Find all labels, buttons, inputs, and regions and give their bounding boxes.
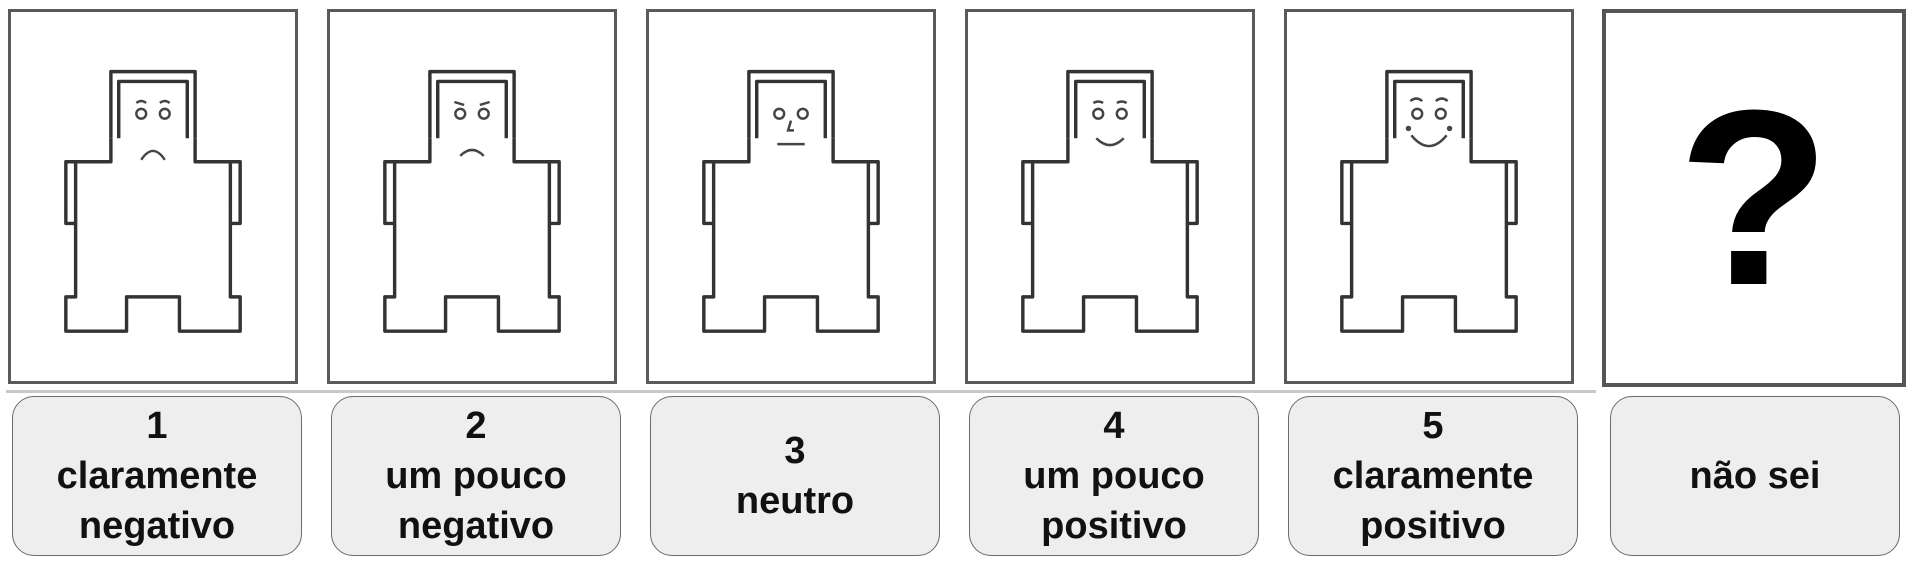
big-smile-face-icon: [1287, 12, 1571, 381]
rating-label-line1: claramente: [56, 455, 258, 497]
rating-button-2[interactable]: [331, 396, 621, 556]
rating-card-2: [327, 9, 617, 384]
rating-label-unknown: não sei: [1689, 455, 1821, 497]
rating-label-line2: positivo: [1360, 505, 1506, 547]
rating-number: 3: [784, 430, 806, 472]
rating-label-line1: claramente: [1332, 455, 1534, 497]
very-sad-face-icon: [11, 12, 295, 381]
rating-card-1: [8, 9, 298, 384]
divider: [6, 390, 1596, 393]
rating-number: 4: [1103, 405, 1125, 447]
rating-button-3[interactable]: [650, 396, 940, 556]
rating-button-unknown[interactable]: [1610, 396, 1900, 556]
rating-label-line1: um pouco: [385, 455, 567, 497]
neutral-face-icon: [649, 12, 933, 381]
rating-label-line2: positivo: [1041, 505, 1187, 547]
rating-card-3: [646, 9, 936, 384]
smiling-face-icon: [968, 12, 1252, 381]
rating-label-line2: negativo: [397, 505, 555, 547]
rating-label-line1: um pouco: [1023, 455, 1205, 497]
rating-number: 5: [1422, 405, 1444, 447]
rating-label-line2: negativo: [78, 505, 236, 547]
rating-button-5[interactable]: [1288, 396, 1578, 556]
rating-card-5: [1284, 9, 1574, 384]
rating-card-unknown: [1602, 9, 1906, 387]
sad-face-icon: [330, 12, 614, 381]
rating-button-4[interactable]: [969, 396, 1259, 556]
rating-number: 1: [146, 405, 168, 447]
rating-card-4: [965, 9, 1255, 384]
rating-number: 2: [465, 405, 487, 447]
question-mark-icon: ?: [1677, 58, 1831, 337]
rating-button-1[interactable]: [12, 396, 302, 556]
rating-label-line1: neutro: [735, 480, 855, 522]
